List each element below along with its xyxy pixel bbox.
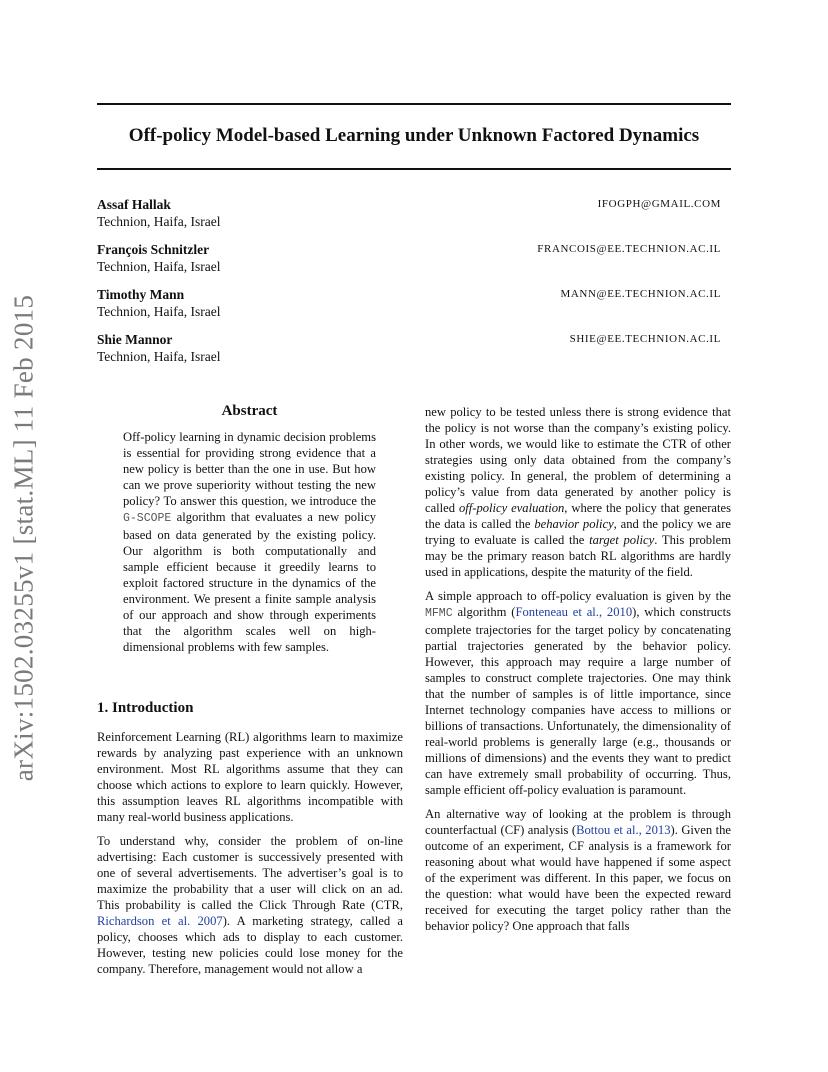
paragraph: Reinforcement Learning (RL) algorithms learn to maximize rewards by analyzing past experience with an unknown environment. Most RL algorithms assume that they can choose which actions to explore to learn quickly. However, this assumption leaves RL algorithms incompatible with many real-world business applications. — [97, 730, 403, 824]
paragraph-text: An alternative way of looking at the problem is through counterfactual (CF) analysis ( — [425, 807, 731, 837]
arxiv-identifier: arXiv:1502.03255v1 [stat.ML] 11 Feb 2015 — [8, 294, 39, 782]
paragraph — [97, 833, 403, 977]
title-bottom-rule — [97, 168, 731, 170]
paragraph-text: ). Given the outcome of an experiment, CF analysis is a framework for reasoning about what would have happened if some aspect of the experiment was different. In this paper, we focus on the question: what would have been the expected reward received for executing the target policy rather than the behavior policy? One approach that falls — [425, 823, 731, 933]
left-column-body — [97, 729, 403, 977]
author-email: SHIE@EE.TECHNION.AC.IL — [569, 333, 721, 345]
abstract-text: algorithm that evaluates a new policy based on data generated by the existing policy. Our algorithm is both computationally and sample efficient because it greedily learns to exploit factored structure in the dynamics of the environment. We present a finite sample analysis of our approach and show through experiments that the algorithm scales well on high-dimensional problems with few samples. — [123, 510, 376, 654]
author-name: François Schnitzler — [97, 242, 210, 257]
abstract-heading: Abstract — [221, 403, 278, 419]
paragraph-text: algorithm ( — [452, 605, 516, 619]
paragraph-text: new policy to be tested unless there is strong evidence that the policy is not worse than the company’s existing policy. In other words, we would like to estimate the CTR of other strategies using only data obtained from the company’s existing policy. In general, the problem of determining a policy’s value from data generated by another policy is called — [425, 405, 731, 515]
right-column-body — [425, 404, 731, 934]
paragraph — [425, 588, 731, 798]
emphasis: off-policy evaluation — [458, 501, 565, 515]
paragraph — [425, 806, 731, 934]
author-name: Shie Mannor — [97, 332, 173, 347]
author-name: Timothy Mann — [97, 287, 185, 302]
paragraph-text: . This problem may be the primary reason batch RL algorithms are hardly used in applications, despite the maturity of the field. — [425, 533, 731, 579]
author-affiliation: Technion, Haifa, Israel — [97, 304, 221, 319]
author-email: IFOGPH@GMAIL.COM — [597, 198, 721, 210]
author-email: FRANCOIS@EE.TECHNION.AC.IL — [537, 243, 721, 255]
emphasis: behavior policy — [534, 517, 614, 531]
paragraph-text: , and the policy we are trying to evaluate is called the — [425, 517, 732, 547]
algorithm-name: G-SCOPE — [123, 512, 172, 525]
abstract-text: Off-policy learning in dynamic decision problems is essential for providing strong evidence that a new policy is better than the one in use. But how can we prove superiority without testing the new policy? To answer this question, we introduce the — [123, 430, 376, 508]
paragraph-text: , where the policy that generates the data is called the — [425, 501, 731, 531]
arxiv-side-stamp — [4, 288, 44, 788]
paragraph-text: To understand why, consider the problem of on-line advertising: Each customer is successively presented with one of several advertisements. The advertiser’s goal is to maximize the probability that a user will click on an ad. This probability is called the Click Through Rate (CTR, — [97, 834, 403, 912]
author-affiliation: Technion, Haifa, Israel — [97, 349, 221, 364]
paragraph — [425, 404, 731, 580]
section-heading-introduction: 1. Introduction — [97, 700, 194, 716]
top-rule — [97, 103, 731, 105]
paper-title: Off-policy Model-based Learning under Unknown Factored Dynamics — [128, 125, 700, 146]
author-affiliation: Technion, Haifa, Israel — [97, 214, 221, 229]
author-name: Assaf Hallak — [97, 197, 171, 212]
author-email: MANN@EE.TECHNION.AC.IL — [560, 288, 721, 300]
citation-link[interactable]: Bottou et al., 2013 — [576, 823, 671, 837]
paragraph-text: ). A marketing strategy, called a policy, chooses which ads to display to each customer. However, testing new policies could lose money for the company. Therefore, management would not allow a — [97, 914, 403, 976]
citation-link[interactable]: Fonteneau et al., 2010 — [515, 605, 633, 619]
algorithm-name: MFMC — [425, 607, 453, 620]
abstract-body — [123, 429, 376, 655]
author-affiliation: Technion, Haifa, Israel — [97, 259, 221, 274]
paragraph-text: ), which constructs complete trajectories for the target policy by concatenating partial trajectories generated by the behavior policy. However, this approach may require a large number of samples to construct complete trajectories. One may think that the number of samples is of little importance, since Internet technology companies have access to millions or billions of transactions. Unfortunately, the dimensionality of real-world problems is generally large (e.g., thousands or millions of dimensions) and the events they want to predict can have extremely small probability of occurring. Thus, sample efficient off-policy evaluation is paramount. — [425, 605, 731, 797]
paragraph-text: A simple approach to off-policy evaluation is given by the — [425, 589, 731, 603]
citation-link[interactable]: Richardson et al. 2007 — [97, 914, 223, 928]
emphasis: target policy — [589, 533, 655, 547]
